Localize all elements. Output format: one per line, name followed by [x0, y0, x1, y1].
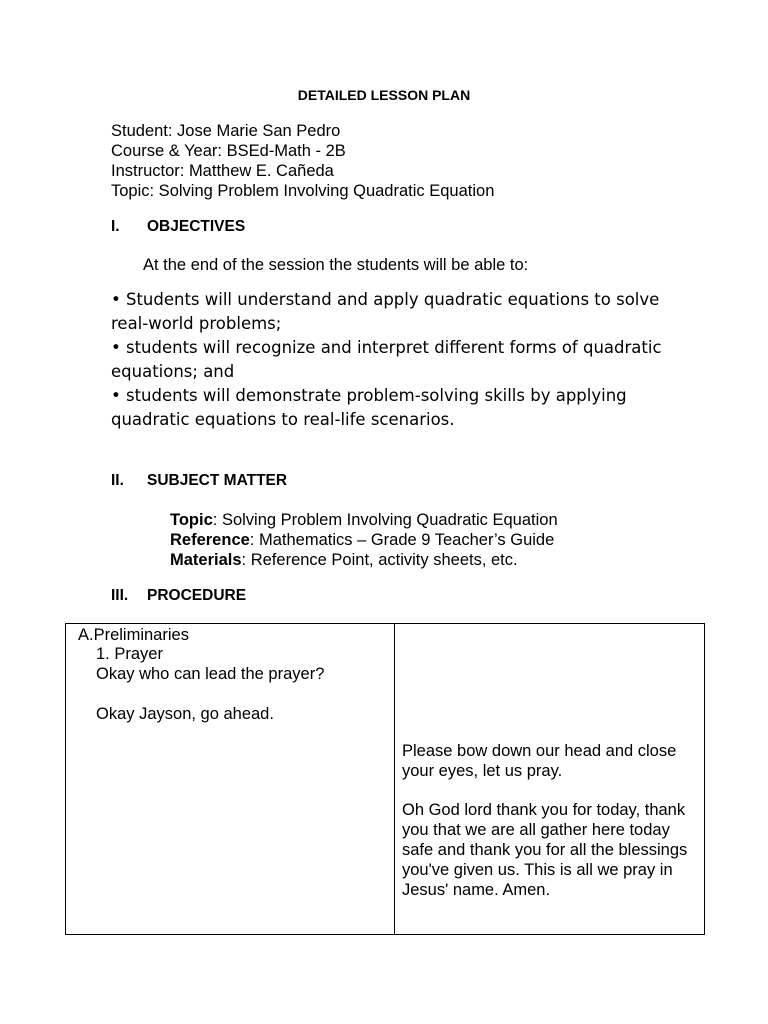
objectives-intro: At the end of the session the students will be able to: — [143, 256, 529, 274]
subject-reference-value: : Mathematics – Grade 9 Teacher’s Guide — [249, 531, 555, 549]
student-line: Student: Jose Marie San Pedro — [111, 122, 341, 140]
preliminaries-label: A.Preliminaries — [78, 626, 189, 644]
objectives-list — [111, 288, 691, 432]
objectives-heading — [111, 218, 245, 236]
procedure-table — [65, 623, 705, 935]
objective-item: • students will demonstrate problem-solving skills by applying quadratic equations to real-life scenarios. — [111, 386, 627, 429]
course-line: Course & Year: BSEd-Math - 2B — [111, 142, 346, 160]
procedure-title: PROCEDURE — [147, 587, 247, 604]
objectives-title: OBJECTIVES — [147, 218, 246, 235]
objectives-number: I. — [111, 218, 120, 235]
teacher-activity-column — [66, 624, 395, 934]
subject-matter-number: II. — [111, 472, 124, 489]
bow-head-text: Please bow down our head and close your eyes, let us pray. — [402, 742, 677, 780]
subject-matter-heading — [111, 472, 287, 490]
subject-reference-label: Reference — [170, 531, 250, 549]
instructor-line: Instructor: Matthew E. Cañeda — [111, 162, 334, 180]
student-activity-column — [395, 624, 704, 934]
objective-item: • students will recognize and interpret different forms of quadratic equations; and — [111, 338, 662, 381]
subject-materials-label: Materials — [170, 551, 242, 569]
subject-materials-line — [170, 550, 558, 570]
subject-topic-line — [170, 510, 558, 530]
procedure-heading — [111, 587, 246, 605]
student-info — [111, 121, 494, 201]
subject-matter-body — [170, 510, 558, 570]
subject-topic-value: : Solving Problem Involving Quadratic Equation — [212, 511, 558, 529]
go-ahead-text: Okay Jayson, go ahead. — [96, 705, 274, 723]
topic-line: Topic: Solving Problem Involving Quadratic Equation — [111, 182, 495, 200]
subject-matter-title: SUBJECT MATTER — [147, 472, 288, 489]
subject-materials-value: : Reference Point, activity sheets, etc. — [241, 551, 518, 569]
lead-prayer-question: Okay who can lead the prayer? — [96, 665, 325, 683]
procedure-number: III. — [111, 587, 129, 604]
subject-topic-label: Topic — [170, 511, 213, 529]
subject-reference-line — [170, 530, 558, 550]
objective-item: • Students will understand and apply quadratic equations to solve real-world problems; — [111, 290, 660, 333]
prayer-text: Oh God lord thank you for today, thank you that we are all gather here today safe and thank you for all the blessings you've given us. This is all we pray in Jesus' name. Amen. — [402, 801, 688, 899]
document-title: DETAILED LESSON PLAN — [297, 87, 471, 103]
prayer-label: 1. Prayer — [96, 645, 163, 663]
